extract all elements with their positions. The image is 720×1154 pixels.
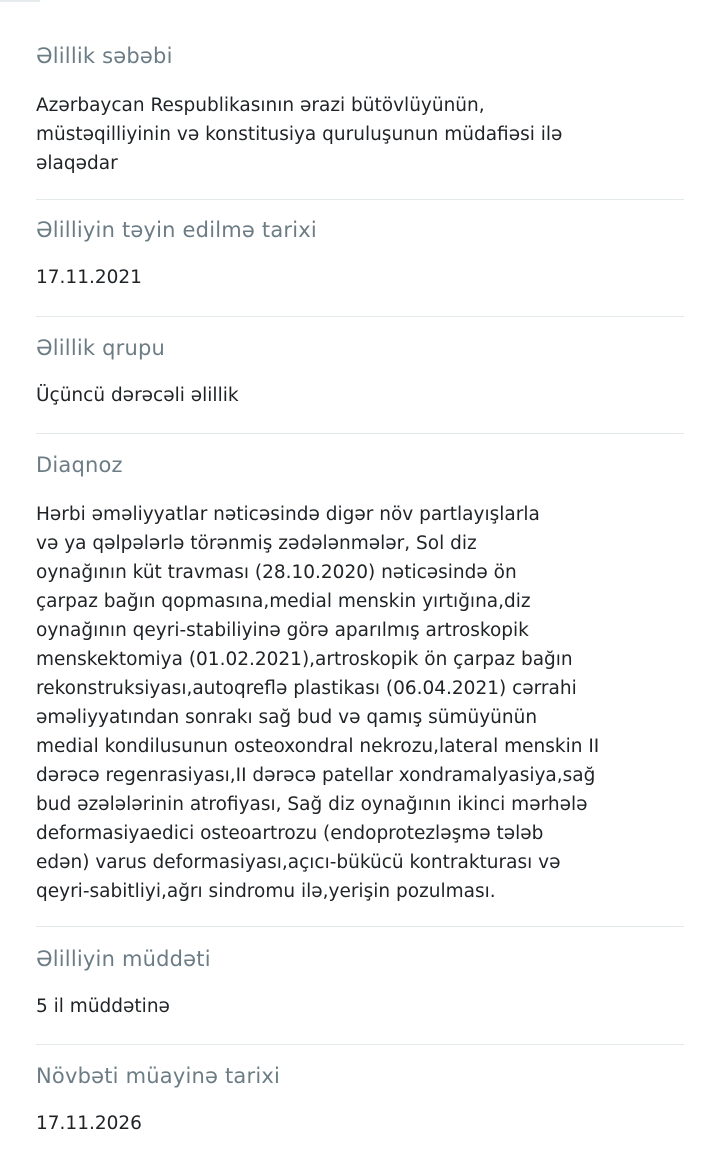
field-disability-reason	[36, 41, 684, 178]
field-disability-duration	[36, 944, 684, 1021]
divider	[36, 1044, 684, 1045]
field-label: Əlillik qrupu	[36, 336, 166, 360]
field-value: Hərbi əməliyyatlar nəticəsində digər növ partlayışlarla və ya qəlpələrlə törənmiş zədələnmələr, Sol diz oynağının küt travması (28.10.2020) nəticəsində ön çarpaz bağın qopmasına,medial menskin yırtığına,diz oynağının qeyri-stabiliyinə görə aparılmış artroskopik menskektomiya (01.02.2021),artroskopik ön çarpaz bağın rekonstruksiyası,autoqreflə plastikası (06.04.2021) cərrahi əməliyyatından sonrakı sağ bud və qamış sümüyünün medial kondilusunun osteoxondral nekrozu,lateral menskin II dərəcə regenrasiyası,II dərəcə patellar xondramalyasiya,sağ bud əzələlərinin atrofiyası, Sağ diz oynağının ikinci mərhələ deformasiyaedici osteoartrozu (endoprotezləşmə tələb edən) varus deformasiyası,açıcı-bükücü kontrakturası və qeyri-sabitliyi,ağrı sindromu ilə,yerişin pozulması.	[36, 504, 600, 902]
field-label: Əlillik səbəbi	[36, 44, 173, 68]
field-label: Növbəti müayinə tarixi	[36, 1064, 281, 1088]
field-disability-group	[36, 333, 684, 410]
field-value: Azərbaycan Respublikasının ərazi bütövlüyünün, müstəqilliyinin və konstitusiya quruluşunun müdafiəsi ilə əlaqədar	[36, 95, 563, 174]
field-diagnosis	[36, 450, 684, 906]
field-value: 17.11.2026	[36, 1113, 142, 1134]
divider	[36, 926, 684, 927]
divider	[36, 199, 684, 200]
field-value: 17.11.2021	[36, 267, 142, 288]
field-label: Əlilliyin təyin edilmə tarixi	[36, 218, 317, 242]
top-divider	[0, 0, 40, 2]
field-label: Diaqnoz	[36, 453, 123, 477]
divider	[36, 316, 684, 317]
divider	[36, 433, 684, 434]
field-next-exam-date	[36, 1061, 684, 1138]
field-value: Üçüncü dərəcəli əlillik	[36, 385, 239, 406]
field-value: 5 il müddətinə	[36, 996, 170, 1017]
field-label: Əlilliyin müddəti	[36, 947, 211, 971]
field-disability-assign-date	[36, 215, 684, 292]
